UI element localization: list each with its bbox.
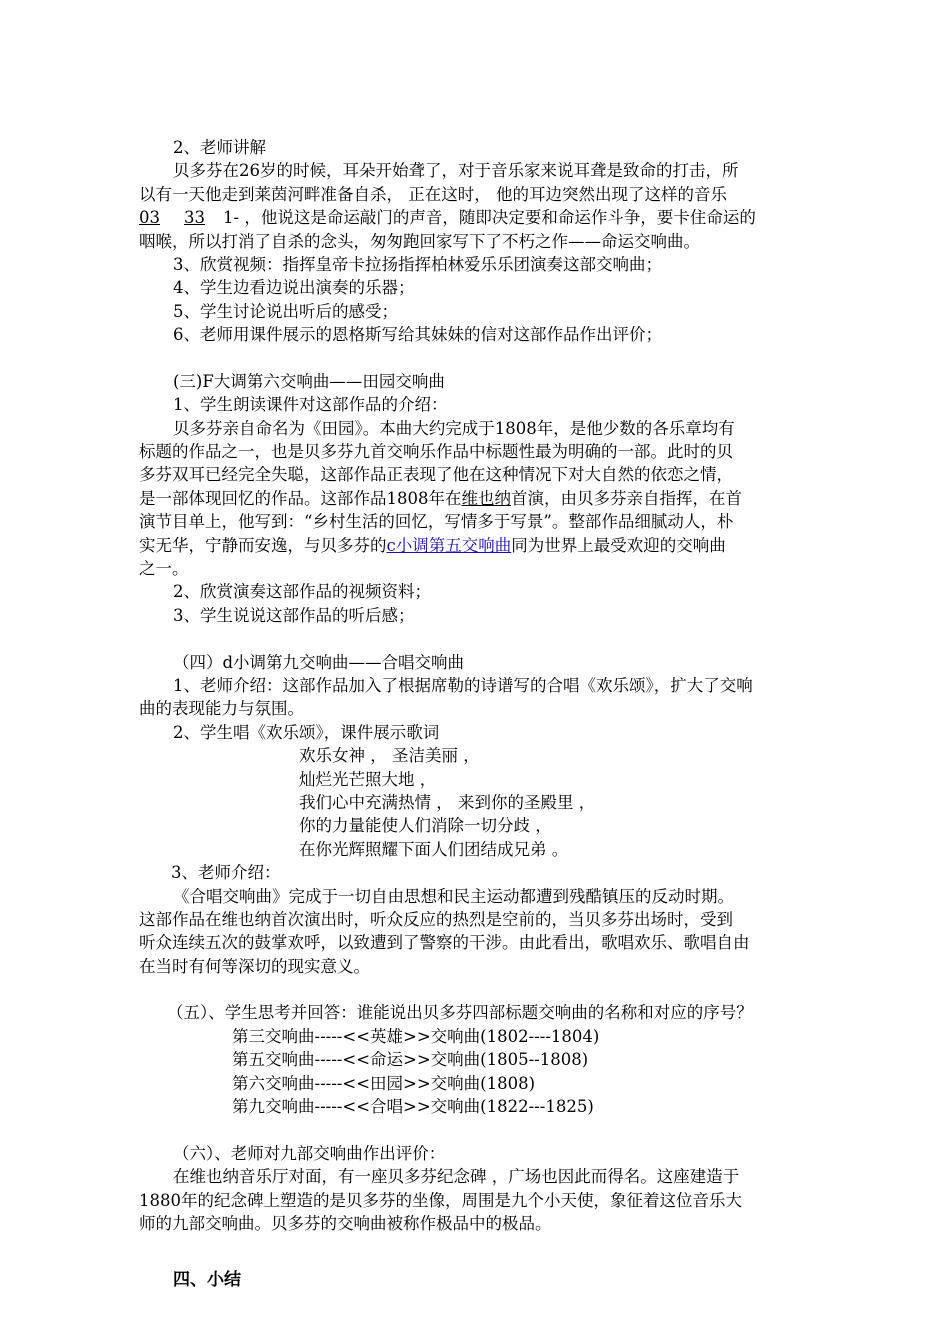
paragraph-line	[139, 487, 815, 510]
paragraph-line: 以有一天他走到莱茵河畔准备自杀， 正在这时， 他的耳边突然出现了这样的音乐	[139, 184, 727, 204]
list-item: 3、欣赏视频：指挥皇帝卡拉扬指挥柏林爱乐乐团演奏这部交响曲；	[173, 254, 662, 274]
paragraph-line: 《合唱交响曲》完成于一切自由思想和民主运动都遭到残酷镇压的反动时期。	[173, 886, 734, 906]
section-title: （六）、老师对九部交响曲作出评价：	[173, 1143, 446, 1163]
vienna-link[interactable]: 维也纳	[461, 488, 511, 508]
section-title: （四）d小调第九交响曲——合唱交响曲	[173, 652, 465, 672]
paragraph-line: 贝多芬亲自命名为《田园》。本曲大约完成于1808年，是他少数的各乐章均有	[173, 418, 735, 438]
paragraph-line: 1、老师介绍：这部作品加入了根据席勒的诗谱写的合唱《欢乐颂》，扩大了交响	[173, 675, 753, 695]
paragraph-line: 多芬双耳已经完全失聪，这部作品正表现了他在这种情况下对大自然的依恋之情，	[139, 465, 733, 485]
section-title: 2、老师讲解	[173, 138, 266, 157]
paragraph-line: 咽喉，所以打消了自杀的念头，匆匆跑回家写下了不朽之作——命运交响曲。	[139, 231, 700, 251]
paragraph-line: 师的九部交响曲。贝多芬的交响曲被称作极品中的极品。	[139, 1213, 552, 1233]
list-item: 1、学生朗读课件对这部作品的介绍：	[173, 395, 448, 415]
list-item: 2、欣赏演奏这部作品的视频资料；	[173, 582, 431, 602]
answer-line: 第五交响曲-----<<命运>>交响曲(1805--1808)	[232, 1050, 589, 1070]
section-title: （五）、学生思考并回答：谁能说出贝多芬四部标题交响曲的名称和对应的序号？	[167, 1003, 753, 1023]
score-notation: 03	[139, 208, 160, 228]
paragraph-line	[139, 534, 815, 557]
paragraph-line: 1880年的纪念碑上塑造的是贝多芬的坐像，周围是九个小天使，象征着这位音乐大	[139, 1190, 742, 1210]
paragraph-line: 曲的表现能力与氛围。	[139, 699, 304, 719]
lyric-line: 你的力量能使人们消除一切分歧 ，	[299, 816, 552, 836]
list-item: 5、学生讨论说出听后的感受；	[173, 301, 398, 321]
fifth-symphony-link[interactable]: c小调第五交响曲	[386, 535, 512, 555]
score-line	[139, 206, 815, 229]
document-page	[139, 136, 815, 1292]
list-item: 6、老师用课件展示的恩格斯写给其妹妹的信对这部作品作出评价；	[173, 325, 662, 345]
answer-line: 第六交响曲-----<<田园>>交响曲(1808)	[232, 1073, 536, 1093]
paragraph-line: 这部作品在维也纳首次演出时，听众反应的热烈是空前的，当贝多芬出场时，受到	[139, 909, 733, 929]
list-item: 4、学生边看边说出演奏的乐器；	[173, 278, 415, 298]
paragraph-text: 同为世界上最受欢迎的交响曲	[511, 535, 726, 555]
score-notation: 33	[184, 208, 205, 228]
paragraph-line: 演节目单上，他写到：“乡村生活的回忆，写情多于写景”。整部作品细腻动人，朴	[139, 512, 734, 532]
list-item: 2、学生唱《欢乐颂》，课件展示歌词	[173, 722, 440, 742]
answer-line: 第三交响曲-----<<英雄>>交响曲(1802----1804)	[232, 1026, 600, 1046]
paragraph-text: 首演，由贝多芬亲自指挥，在首	[511, 488, 742, 508]
paragraph-text: 实无华，宁静而安逸，与贝多芬的	[139, 535, 387, 555]
paragraph-text: 1- ，他说这是命运敲门的声音，随即决定要和命运作斗争，要卡住命运的	[223, 208, 756, 228]
lyric-line: 我们心中充满热情 ， 来到你的圣殿里 ，	[299, 792, 596, 812]
paragraph-line: 之一。	[139, 559, 189, 579]
paragraph-line: 听众连续五次的鼓掌欢呼，以致遭到了警察的干涉。由此看出，歌唱欢乐、歌唱自由	[139, 933, 750, 953]
list-item: 3、老师介绍：	[171, 863, 281, 883]
paragraph-line: 在维也纳音乐厅对面，有一座贝多芬纪念碑 ，广场也因此而得名。这座建造于	[173, 1167, 740, 1187]
paragraph-text: 是一部体现回忆的作品。这部作品1808年在	[139, 488, 462, 508]
paragraph-line: 贝多芬在26岁的时候，耳朵开始聋了，对于音乐家来说耳聋是致命的打击，所	[173, 161, 739, 181]
section-title: (三)F大调第六交响曲——田园交响曲	[173, 371, 445, 391]
lyric-line: 欢乐女神 ， 圣洁美丽 ，	[299, 746, 480, 766]
list-item: 3、学生说说这部作品的听后感；	[173, 605, 415, 625]
lyric-line: 在你光辉照耀下面人们团结成兄弟 。	[299, 839, 569, 859]
answer-line: 第九交响曲-----<<合唱>>交响曲(1822---1825)	[232, 1097, 594, 1117]
summary-heading: 四、小结	[173, 1269, 241, 1290]
paragraph-line: 标题的作品之一，也是贝多芬九首交响乐作品中标题性最为明确的一部。此时的贝	[139, 442, 733, 462]
lyric-line: 灿烂光芒照大地 ，	[299, 769, 437, 789]
paragraph-line: 在当时有何等深切的现实意义。	[139, 956, 370, 976]
